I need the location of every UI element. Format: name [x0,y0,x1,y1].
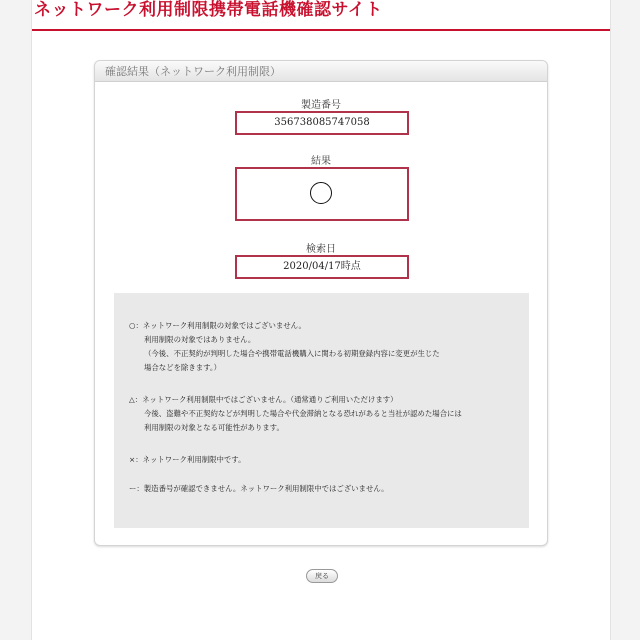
search-date-value: 2020/04/17時点 [283,261,361,272]
panel-title: 確認結果（ネットワーク利用制限） [95,61,547,82]
note-circle-line: 利用制限の対象ではありません。 [144,335,256,344]
page [31,0,611,640]
result-label: 結果 [311,156,331,167]
serial-label: 製造番号 [301,100,341,111]
serial-value-box [235,111,409,135]
note-triangle [129,393,462,435]
note-triangle-line: 利用制限の対象となる可能性があります。 [144,423,284,432]
note-cross [129,453,245,467]
result-panel [94,60,548,546]
result-circle-icon [310,182,332,204]
search-date-box [235,255,409,279]
result-value-box [235,167,409,221]
site-title: ネットワーク利用制限携帯電話機確認サイト [34,0,383,20]
note-cross-head: ×：ネットワーク利用制限中です。 [129,455,246,464]
note-circle-line: （今後、不正契約が判明した場合や携帯電話機購入に関わる初期登録内容に変更が生じた [144,349,440,358]
legend-notes [114,293,529,528]
note-dash [129,482,389,496]
note-circle [129,319,440,375]
note-dash-head: ー：製造番号が確認できません。ネットワーク利用制限中ではございません。 [129,484,389,493]
back-button[interactable]: 戻る [306,569,338,583]
note-circle-head: ○：ネットワーク利用制限の対象ではございません。 [129,321,306,330]
note-triangle-line: 今後、盗難や不正契約などが判明した場合や代金滞納となる恐れがあると当社が認めた場合には [144,409,462,418]
note-circle-line: 場合などを除きます。） [144,363,222,372]
serial-value: 356738085747058 [274,117,370,128]
title-divider [32,29,610,31]
note-triangle-head: △：ネットワーク利用制限中ではございません。（通常通りご利用いただけます） [129,395,398,404]
search-date-label: 検索日 [306,244,336,255]
